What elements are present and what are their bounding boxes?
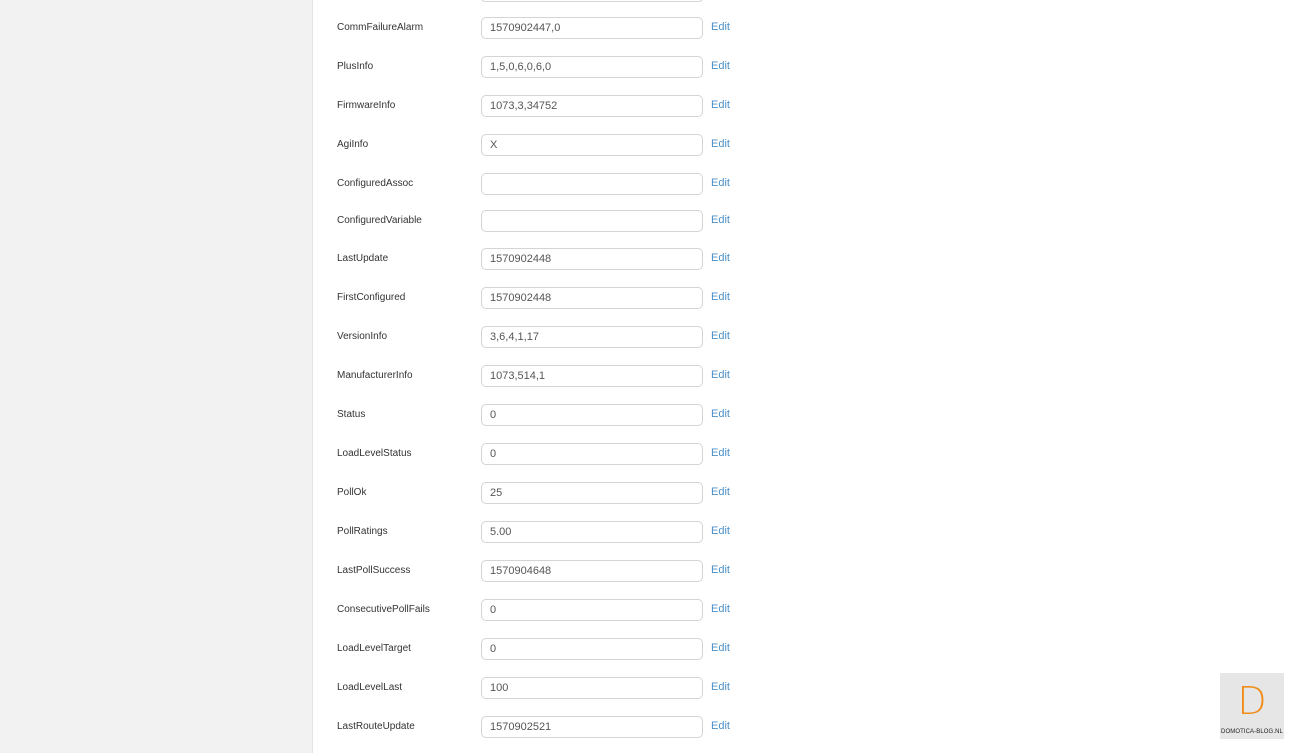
variable-row [313,56,813,80]
variable-value-input[interactable] [481,365,703,387]
edit-link[interactable]: Edit [711,21,730,33]
variable-value-input[interactable] [481,404,703,426]
variable-label: PlusInfo [337,61,374,72]
variable-value-input[interactable] [481,287,703,309]
variable-value-input[interactable] [481,560,703,582]
edit-link[interactable]: Edit [711,525,730,537]
variable-label: CommFailureAlarm [337,22,424,33]
variable-row [313,173,813,197]
edit-link[interactable]: Edit [711,447,730,459]
variable-label: LoadLevelTarget [337,643,411,654]
variable-value-input[interactable] [481,173,703,195]
edit-link[interactable]: Edit [711,720,730,732]
edit-link[interactable]: Edit [711,99,730,111]
variable-label: ConfiguredAssoc [337,178,414,189]
variable-label: AgiInfo [337,139,369,150]
edit-link[interactable]: Edit [711,369,730,381]
variable-row [313,95,813,119]
variable-row [313,677,813,701]
logo-caption: DOMOTICA-BLOG.NL [1221,729,1283,735]
variable-value-input[interactable] [481,326,703,348]
variable-value-input[interactable] [481,56,703,78]
variable-value-input[interactable] [481,482,703,504]
edit-link[interactable]: Edit [711,408,730,420]
variable-label: ConfiguredVariable [337,215,422,226]
edit-link[interactable]: Edit [711,486,730,498]
edit-link[interactable]: Edit [711,564,730,576]
variable-label: LastRouteUpdate [337,721,415,732]
variable-row [313,599,813,623]
variable-row [313,365,813,389]
variable-label: PollOk [337,487,367,498]
edit-link[interactable]: Edit [711,252,730,264]
variable-value-input[interactable] [481,134,703,156]
variable-row [313,287,813,311]
variable-label: VersionInfo [337,331,388,342]
variable-row [313,482,813,506]
previous-field-input[interactable] [481,0,703,2]
edit-link[interactable]: Edit [711,60,730,72]
variable-value-input[interactable] [481,248,703,270]
variable-value-input[interactable] [481,521,703,543]
variable-row [313,404,813,428]
edit-link[interactable]: Edit [711,214,730,226]
variables-panel [313,0,1300,753]
variable-value-input[interactable] [481,95,703,117]
variable-row [313,210,813,234]
variable-row [313,326,813,350]
variable-row [313,17,813,41]
variable-row [313,716,813,740]
variable-value-input[interactable] [481,210,703,232]
variable-row [313,638,813,662]
variable-value-input[interactable] [481,638,703,660]
variable-label: ManufacturerInfo [337,370,413,381]
watermark-logo [1220,673,1284,739]
variable-row [313,134,813,158]
variable-label: LastPollSuccess [337,565,411,576]
variable-value-input[interactable] [481,677,703,699]
edit-link[interactable]: Edit [711,603,730,615]
variable-row [313,443,813,467]
variable-value-input[interactable] [481,17,703,39]
variable-value-input[interactable] [481,716,703,738]
variable-label: LastUpdate [337,253,389,264]
variable-value-input[interactable] [481,599,703,621]
edit-link[interactable]: Edit [711,291,730,303]
left-sidebar [0,0,313,753]
variable-row [313,560,813,584]
edit-link[interactable]: Edit [711,138,730,150]
variable-label: LoadLevelStatus [337,448,412,459]
variable-label: FirmwareInfo [337,100,396,111]
logo-letter: D [1237,679,1267,723]
variable-value-input[interactable] [481,443,703,465]
edit-link[interactable]: Edit [711,681,730,693]
edit-link[interactable]: Edit [711,330,730,342]
variable-row [313,521,813,545]
variable-label: FirstConfigured [337,292,406,303]
variable-label: LoadLevelLast [337,682,403,693]
edit-link[interactable]: Edit [711,642,730,654]
variable-row [313,248,813,272]
variable-label: PollRatings [337,526,388,537]
edit-link[interactable]: Edit [711,177,730,189]
variable-label: Status [337,409,366,420]
variable-label: ConsecutivePollFails [337,604,430,615]
